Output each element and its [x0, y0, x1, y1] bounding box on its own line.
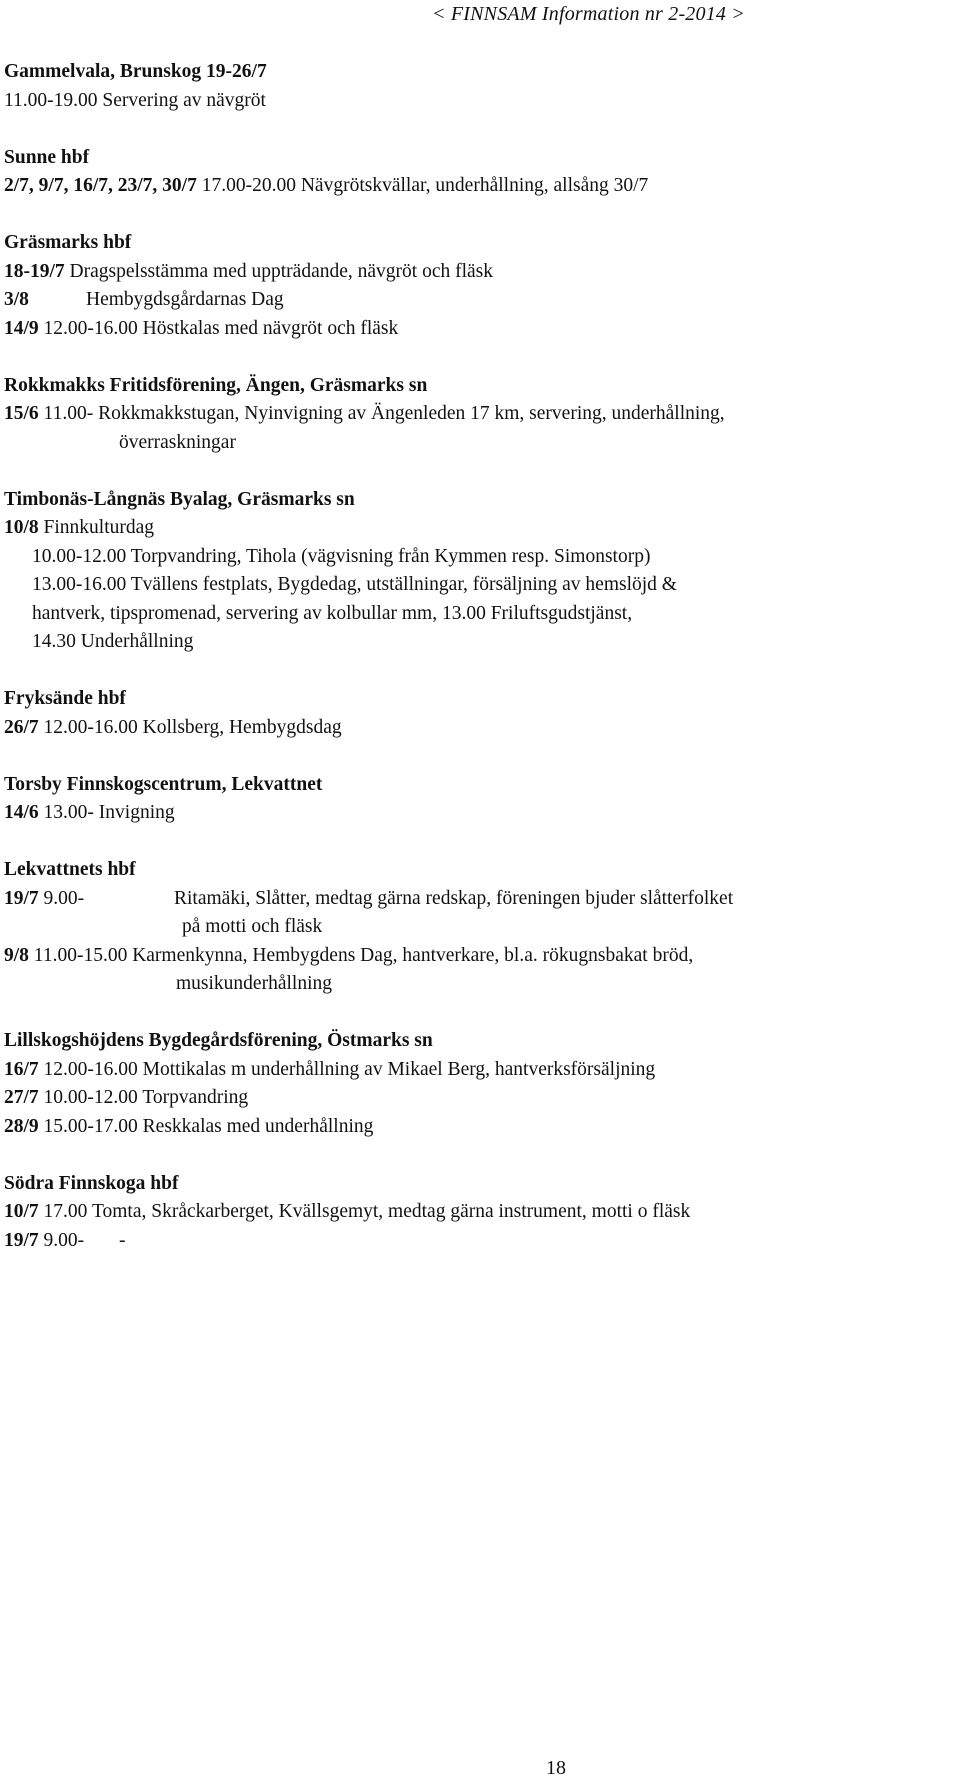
- section-rokkmakks: [4, 372, 944, 458]
- event-line: [4, 286, 944, 315]
- event-line: [4, 885, 944, 914]
- event-text: 11.00- Rokkmakkstugan, Nyinvigning av Ängenleden 17 km, servering, underhållning,: [38, 403, 725, 424]
- event-text: 15.00-17.00 Reskkalas med underhållning: [38, 1115, 374, 1137]
- event-date: 9/8: [4, 944, 29, 966]
- section-lekvattnets: [4, 856, 944, 999]
- event-detail: 13.00-16.00 Tvällens festplats, Bygdedag, utställningar, försäljning av hemslöjd &: [32, 574, 677, 595]
- event-text: 17.00 Tomta, Skråckarberget, Kvällsgemyt, medtag gärna instrument, motti o fläsk: [38, 1201, 691, 1222]
- event-date: 14/9: [4, 317, 39, 339]
- event-date: 19/7: [4, 887, 39, 909]
- section-title: Lillskogshöjdens Bygdegårdsförening, Östmarks sn: [4, 1030, 433, 1051]
- section-title: Rokkmakks Fritidsförening, Ängen, Gräsmarks sn: [4, 374, 428, 396]
- section-title: Gräsmarks hbf: [4, 232, 132, 253]
- event-date: 28/9: [4, 1115, 39, 1137]
- section-lillskogs: [4, 1027, 944, 1141]
- event-text: 13.00- Invigning: [38, 802, 175, 823]
- event-line: [4, 514, 944, 543]
- section-title: Torsby Finnskogscentrum, Lekvattnet: [4, 773, 323, 795]
- event-text: 12.00-16.00 Kollsberg, Hembygdsdag: [38, 716, 342, 738]
- event-date: 3/8: [4, 289, 29, 310]
- event-date: 26/7: [4, 716, 39, 738]
- event-text: 12.00-16.00 Höstkalas med nävgröt och fläsk: [38, 317, 399, 339]
- event-line: [4, 258, 944, 287]
- section-sunne: [4, 144, 944, 201]
- event-listing: [4, 58, 944, 1284]
- event-continuation: överraskningar: [119, 431, 236, 453]
- section-fryksande: [4, 685, 944, 742]
- event-line: [4, 1084, 944, 1113]
- event-line: [4, 942, 944, 971]
- event-text: 17.00-20.00 Nävgrötskvällar, underhållning, allsång 30/7: [196, 175, 649, 196]
- event-text: 11.00-15.00 Karmenkynna, Hembygdens Dag, hantverkare, bl.a. rökugnsbakat bröd,: [28, 944, 694, 966]
- event-detail: hantverk, tipspromenad, servering av kolbullar mm, 13.00 Friluftsgudstjänst,: [32, 602, 633, 624]
- event-line: [4, 1198, 944, 1227]
- event-date: 14/6: [4, 802, 39, 823]
- event-date: 27/7: [4, 1087, 39, 1108]
- event-line: [4, 799, 944, 828]
- event-line: 11.00-19.00 Servering av nävgröt: [4, 89, 266, 111]
- section-gammelvala: [4, 58, 944, 115]
- event-date: 10/7: [4, 1201, 39, 1222]
- event-date: 2/7, 9/7, 16/7, 23/7, 30/7: [4, 175, 197, 196]
- section-title: Gammelvala, Brunskog 19-26/7: [4, 61, 267, 82]
- event-detail: 14.30 Underhållning: [32, 631, 194, 652]
- event-time: 9.00-: [38, 1229, 85, 1251]
- event-datetime: [4, 885, 174, 914]
- section-grasmarks: [4, 229, 944, 343]
- section-timbonas: [4, 486, 944, 657]
- event-line: [4, 400, 944, 429]
- event-date: 16/7: [4, 1058, 39, 1080]
- event-line: [4, 1056, 944, 1085]
- event-date: 18-19/7: [4, 260, 65, 282]
- event-text: Dragspelsstämma med uppträdande, nävgröt och fläsk: [64, 260, 494, 282]
- event-datetime: [4, 1227, 119, 1256]
- event-continuation: musikunderhållning: [176, 973, 332, 994]
- event-continuation: på motti och fläsk: [182, 916, 323, 937]
- event-text: -: [119, 1229, 126, 1251]
- section-title: Timbonäs-Långnäs Byalag, Gräsmarks sn: [4, 488, 355, 510]
- section-title: Lekvattnets hbf: [4, 859, 136, 880]
- event-date: 10/8: [4, 517, 39, 538]
- event-detail: 10.00-12.00 Torpvandring, Tihola (vägvisning från Kymmen resp. Simonstorp): [32, 545, 651, 567]
- event-date: 19/7: [4, 1229, 39, 1251]
- event-text: 10.00-12.00 Torpvandring: [38, 1087, 249, 1108]
- event-date: 15/6: [4, 403, 39, 424]
- page-number: 18: [546, 1757, 566, 1779]
- event-line: [4, 1227, 944, 1256]
- section-title: Södra Finnskoga hbf: [4, 1172, 179, 1194]
- event-text: Ritamäki, Slåtter, medtag gärna redskap, föreningen bjuder slåtterfolket: [174, 887, 734, 909]
- event-line: [4, 315, 944, 344]
- section-sodra-finnskoga: [4, 1170, 944, 1256]
- event-line: [4, 172, 944, 201]
- event-time: 9.00-: [38, 887, 85, 909]
- section-title: Sunne hbf: [4, 146, 90, 168]
- event-text: Hembygdsgårdarnas Dag: [86, 289, 284, 310]
- event-text: Finnkulturdag: [38, 517, 155, 538]
- event-text: 12.00-16.00 Mottikalas m underhållning av Mikael Berg, hantverksförsäljning: [38, 1058, 656, 1080]
- event-line: [4, 714, 944, 743]
- newsletter-header: < FINNSAM Information nr 2-2014 >: [431, 3, 745, 25]
- section-torsby: [4, 771, 944, 828]
- event-line: [4, 1113, 944, 1142]
- section-title: Fryksände hbf: [4, 688, 126, 709]
